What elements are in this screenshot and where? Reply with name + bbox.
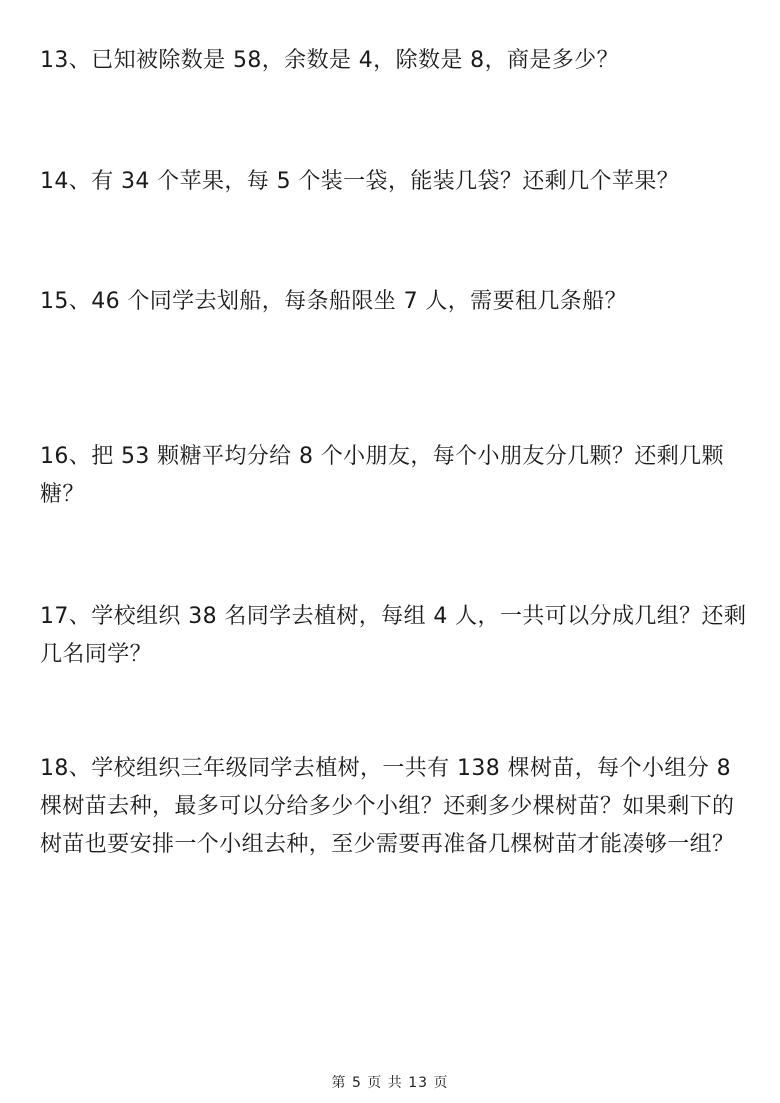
question-15: 15、46 个同学去划船，每条船限坐 7 人，需要租几条船？	[40, 289, 627, 314]
question-18: 18、学校组织三年级同学去植树，一共有 138 棵树苗，每个小组分 8 棵树苗去种，最多可以分给多少个小组？还剩多少棵树苗？如果剩下的树苗也要安排一个小组去种，至少需要再准备几棵树苗才能凑够一组？	[40, 756, 735, 857]
question-16: 16、把 53 颗糖平均分给 8 个小朋友，每个小朋友分几颗？还剩几颗糖？	[40, 444, 724, 507]
question-13: 13、已知被除数是 58，余数是 4，除数是 8，商是多少？	[40, 48, 619, 73]
question-14: 14、有 34 个苹果，每 5 个装一袋，能装几袋？还剩几个苹果？	[40, 169, 680, 194]
page-number-footer: 第 5 页 共 13 页	[331, 1075, 449, 1091]
question-17: 17、学校组织 38 名同学去植树，每组 4 人，一共可以分成几组？还剩几名同学？	[40, 604, 747, 667]
